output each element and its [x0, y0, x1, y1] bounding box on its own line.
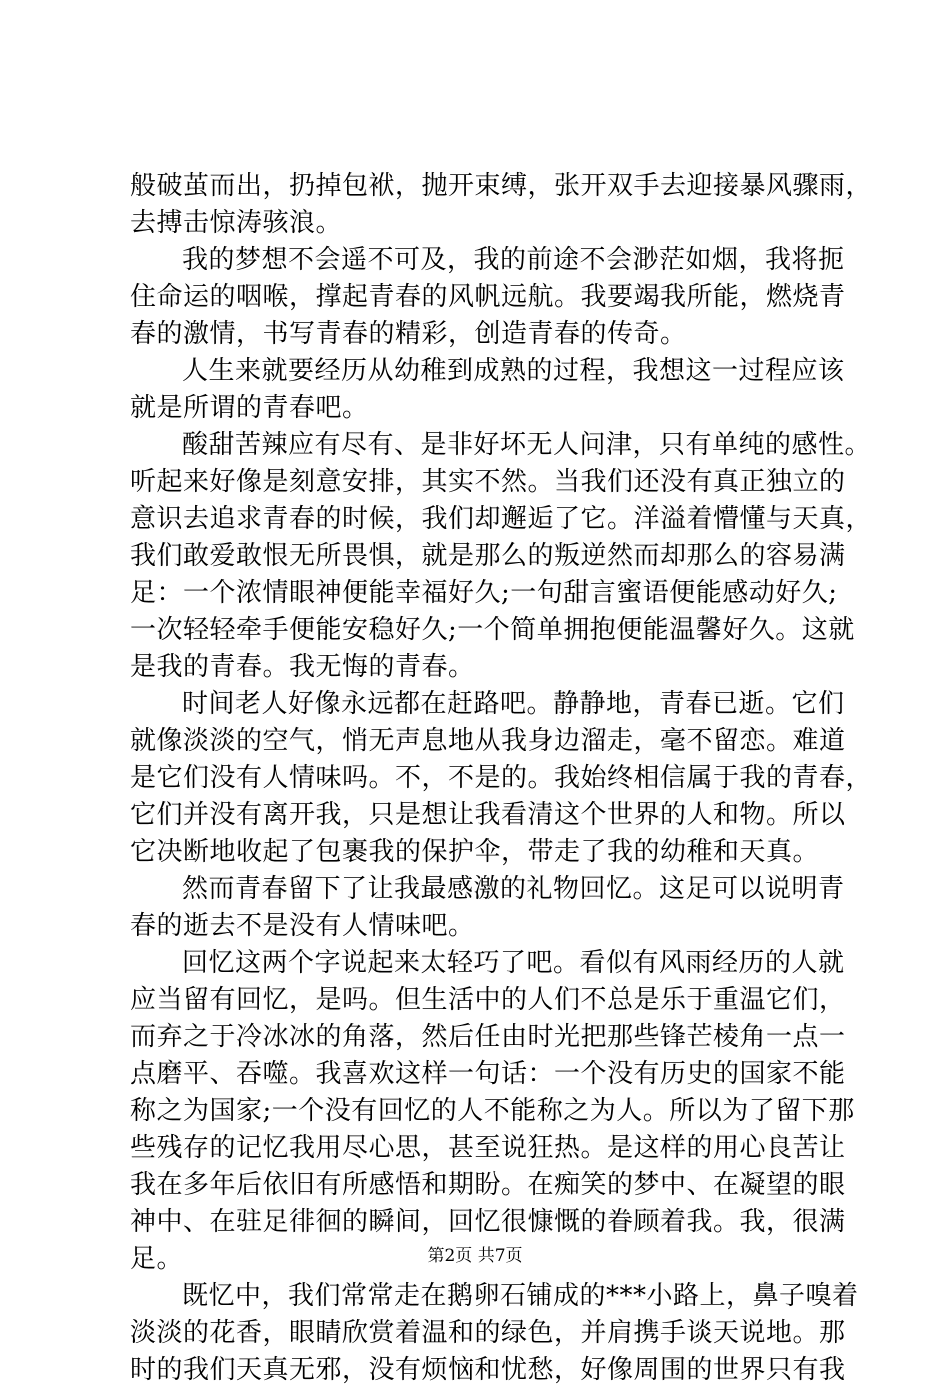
text-line: 去搏击惊涛骇浪。	[130, 208, 343, 238]
text-line: 称之为国家;一个没有回忆的人不能称之为人。所以为了留下那	[130, 1096, 855, 1126]
text-line: 住命运的咽喉，撑起青春的风帆远航。我要竭我所能，燃烧青	[130, 282, 846, 312]
text-line: 一次轻轻牵手便能安稳好久;一个简单拥抱便能温馨好久。这就	[130, 615, 855, 645]
text-line: 是它们没有人情味吗。不，不是的。我始终相信属于我的青春，	[130, 763, 873, 793]
text-line: 神中、在驻足徘徊的瞬间，回忆很慷慨的眷顾着我。我，很满	[130, 1207, 846, 1237]
text-line: 春的激情，书写青春的精彩，创造青春的传奇。	[130, 319, 687, 349]
text-line: 就是所谓的青春吧。	[130, 393, 369, 423]
text-line: 淡淡的花香，眼睛欣赏着温和的绿色，并肩携手谈天说地。那	[130, 1318, 846, 1348]
text-line: 些残存的记忆我用尽心思，甚至说狂热。是这样的用心良苦让	[130, 1133, 846, 1163]
text-line: 而弃之于冷冰冰的角落，然后任由时光把那些锋芒棱角一点一	[130, 1022, 846, 1052]
text-line: 既忆中，我们常常走在鹅卵石铺成的***小路上，鼻子嗅着	[182, 1281, 859, 1311]
text-line: 人生来就要经历从幼稚到成熟的过程，我想这一过程应该	[182, 356, 845, 386]
text-line: 我在多年后依旧有所感悟和期盼。在痴笑的梦中、在凝望的眼	[130, 1170, 846, 1200]
page-number-footer: 第2页 共7页	[427, 1246, 523, 1266]
text-line: 就像淡淡的空气，悄无声息地从我身边溜走，毫不留恋。难道	[130, 726, 846, 756]
body-text	[130, 168, 873, 1389]
text-line: 我的梦想不会遥不可及，我的前途不会渺茫如烟，我将扼	[182, 245, 845, 275]
text-line: 它决断地收起了包裹我的保护伞，带走了我的幼稚和天真。	[130, 837, 820, 867]
text-line: 般破茧而出，扔掉包袱，抛开束缚，张开双手去迎接暴风骤雨，	[130, 171, 873, 201]
text-line: 足。	[130, 1244, 184, 1274]
text-line: 足：一个浓情眼神便能幸福好久;一句甜言蜜语便能感动好久;	[130, 578, 838, 608]
text-line: 时的我们天真无邪，没有烦恼和忧愁，好像周围的世界只有我	[130, 1355, 846, 1385]
text-line: 听起来好像是刻意安排，其实不然。当我们还没有真正独立的	[130, 467, 846, 497]
text-line: 点磨平、吞噬。我喜欢这样一句话：一个没有历史的国家不能	[130, 1059, 846, 1089]
text-line: 酸甜苦辣应有尽有、是非好坏无人问津，只有单纯的感性。	[182, 430, 872, 460]
text-line: 然而青春留下了让我最感激的礼物回忆。这足可以说明青	[182, 874, 845, 904]
text-line: 回忆这两个字说起来太轻巧了吧。看似有风雨经历的人就	[182, 948, 845, 978]
text-line: 春的逝去不是没有人情味吧。	[130, 911, 475, 941]
text-line: 是我的青春。我无悔的青春。	[130, 652, 475, 682]
text-line: 它们并没有离开我，只是想让我看清这个世界的人和物。所以	[130, 800, 846, 830]
text-line: 应当留有回忆，是吗。但生活中的人们不总是乐于重温它们，	[130, 985, 846, 1015]
text-line: 我们敢爱敢恨无所畏惧，就是那么的叛逆然而却那么的容易满	[130, 541, 846, 571]
text-line: 时间老人好像永远都在赶路吧。静静地，青春已逝。它们	[182, 689, 845, 719]
text-line: 意识去追求青春的时候，我们却邂逅了它。洋溢着懵懂与天真，	[130, 504, 873, 534]
